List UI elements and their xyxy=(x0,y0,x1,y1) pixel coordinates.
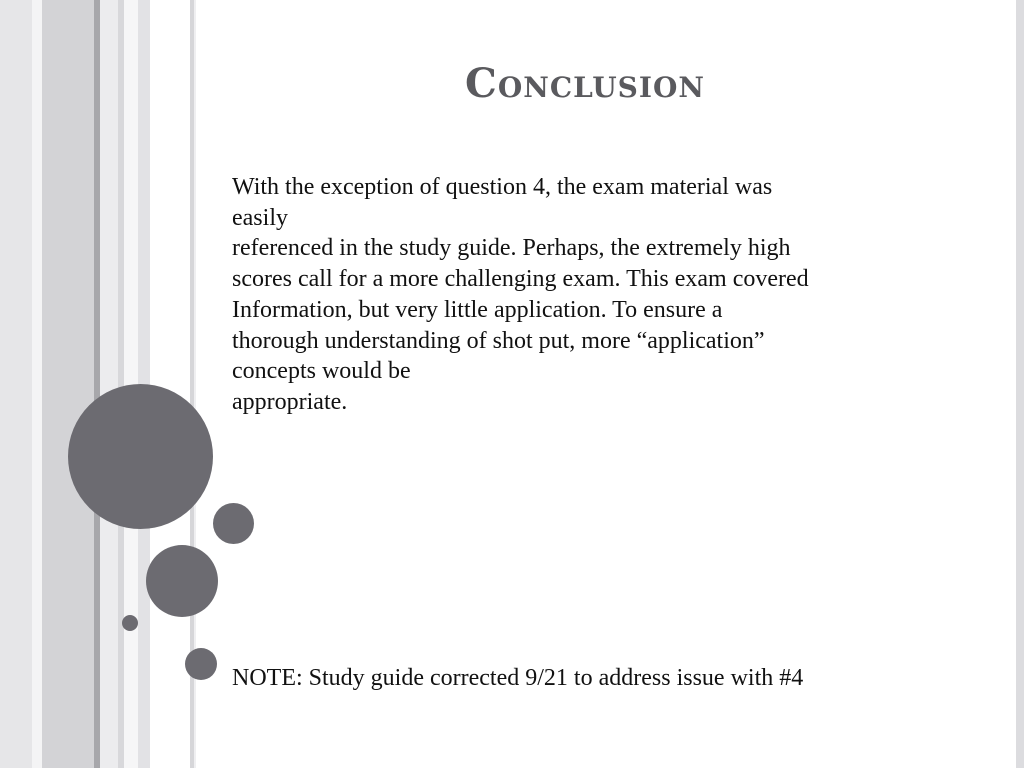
decorative-stripe xyxy=(0,0,32,768)
decorative-stripe xyxy=(100,0,118,768)
note-text: NOTE: Study guide corrected 9/21 to address issue with #4 xyxy=(232,665,804,691)
decorative-circle-medium xyxy=(146,545,218,617)
decorative-circle-small xyxy=(213,503,254,544)
body-line: referenced in the study guide. Perhaps, the extremely high xyxy=(232,235,791,262)
body-line: concepts would be xyxy=(232,358,411,385)
body-line: appropriate. xyxy=(232,388,348,415)
decorative-stripe xyxy=(42,0,94,768)
decorative-circle-small xyxy=(185,648,217,680)
decorative-stripe xyxy=(32,0,42,768)
body-line: scores call for a more challenging exam. This exam covered xyxy=(232,266,809,293)
body-line: thorough understanding of shot put, more “application” xyxy=(232,327,765,354)
decorative-stripe-right xyxy=(1016,0,1024,768)
decorative-stripe xyxy=(150,0,190,768)
body-text xyxy=(232,172,952,418)
decorative-circle-large xyxy=(68,384,213,529)
body-line: With the exception of question 4, the exam material was xyxy=(232,174,773,200)
decorative-circle-tiny xyxy=(122,615,138,631)
slide-title: Conclusion xyxy=(465,60,705,107)
body-line: Information, but very little application. To ensure a xyxy=(232,296,723,323)
body-line: easily xyxy=(232,204,288,231)
